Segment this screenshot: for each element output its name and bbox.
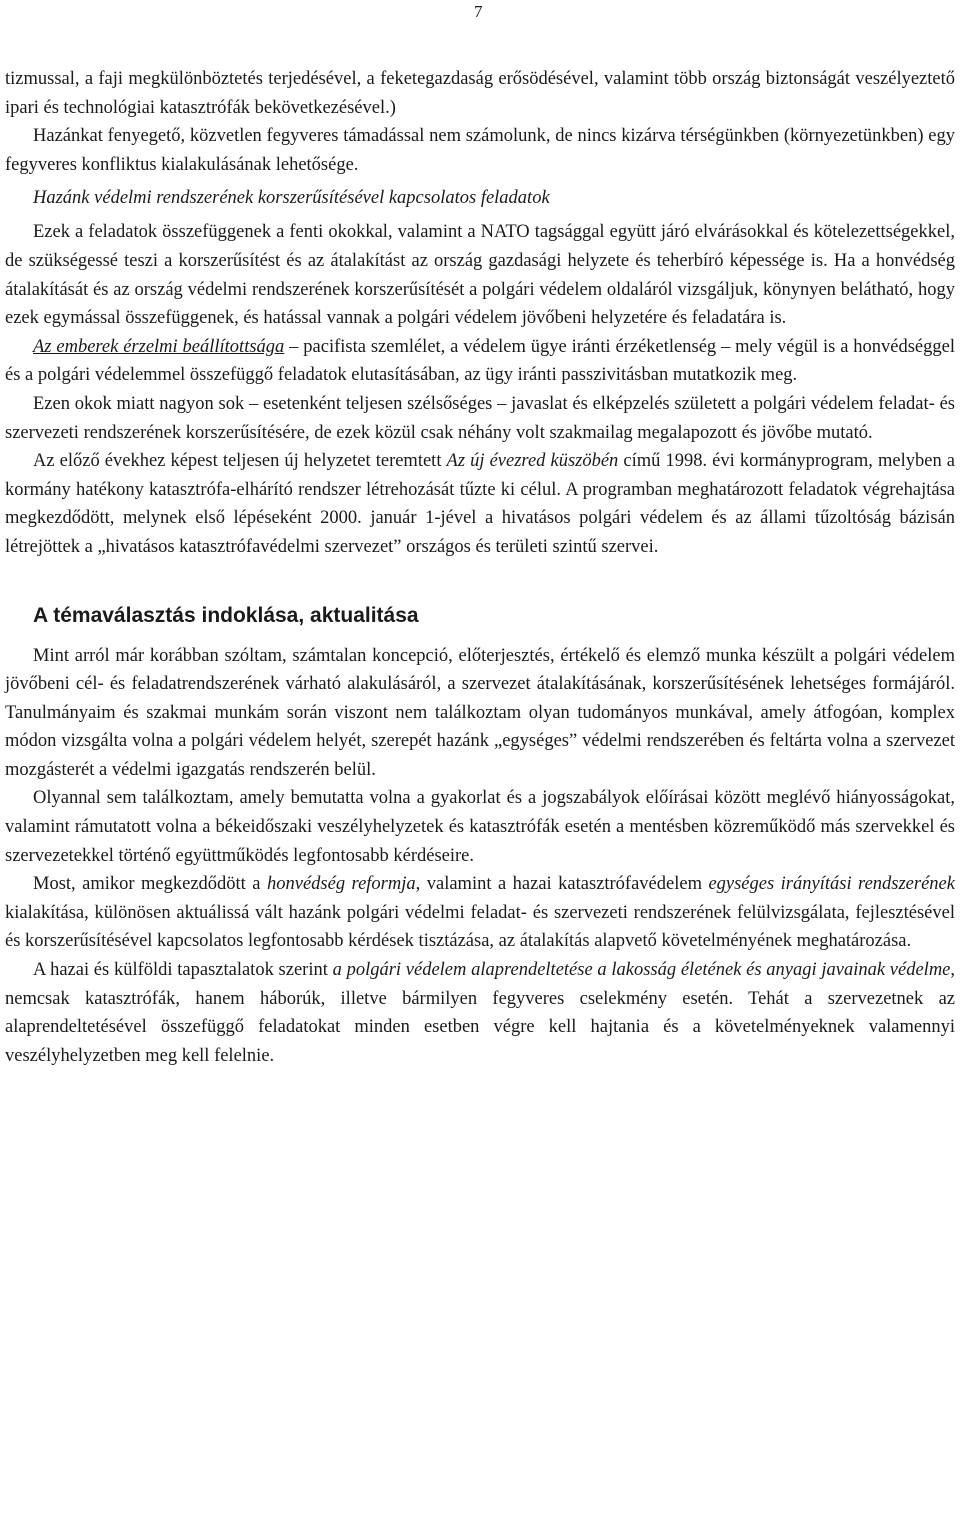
paragraph-purpose-text-b: , nemcsak katasztrófák, hanem háborúk, illetve bármilyen fegyveres cselekmény esetén. Tehát a szervezetnek az alaprendeltetésével összefüggő feladatokat minden esetben végre kell hajtania és a követelményeknek valamennyi veszélyhelyzetben meg kell felelnie. <box>5 960 956 1066</box>
emphasis-attitudes: Az emberek érzelmi beállítottsága <box>33 336 285 357</box>
section-heading: A témaválasztás indoklása, aktualitása <box>33 603 419 627</box>
paragraph-proposals: Ezen okok miatt nagyon sok – esetenként teljesen szélsőséges – javaslat és elképzelés született a polgári védelem feladat- és szervezeti rendszerének korszerűsítésére, de ezek közül csak néhány volt szakmailag megalapozott és jövőbe mutató. <box>5 393 955 443</box>
emphasis-program-title: Az új évezred küszöbén <box>446 451 619 472</box>
paragraph-threat-assessment: Hazánkat fenyegető, közvetlen fegyveres támadással nem számolunk, de nincs kizárva térségünkben (környezetünkben) egy fegyveres konfliktus kialakulásának lehetősége. <box>5 126 955 175</box>
paragraph-purpose <box>5 956 955 1070</box>
page-number: 7 <box>474 2 483 21</box>
paragraph-reform-text-b: , valamint a hazai katasztrófavédelem <box>415 874 709 895</box>
paragraph-purpose-text-a: A hazai és külföldi tapasztalatok szerint <box>33 960 333 981</box>
paragraph-attitudes-text: – pacifista szemlélet, a védelem ügye iránti érzéketlenség – mely végül is a honvédséggel és a polgári védelemmel összefüggő feladatok elutasításában, az ügy iránti passzivitásban mutatkozik meg. <box>5 336 955 386</box>
paragraph-program-text-b: című 1998. évi kormányprogram, melyben a kormány hatékony katasztrófa-elhárító rendszer létrehozását tűzte ki célul. A programban meghatározott feladatok végrehajtása megkezdődött, melynek első lépéseként 2000. január 1-jével a hivatásos polgári védelem és az állami tűzoltóság bázisán létrejöttek a „hivatásos katasztrófavédelmi szervezet” országos és területi szintű szervei. <box>5 451 955 557</box>
emphasis-reform: honvédség reformja <box>267 874 416 895</box>
paragraph-reform-text-a: Most, amikor megkezdődött a <box>33 874 267 895</box>
paragraph-intro-continued: tizmussal, a faji megkülönböztetés terjedésével, a feketegazdaság erősödésével, valamint több ország biztonságát veszélyeztető ipari és technológiai katasztrófák bekövetkezésével.) <box>5 69 955 118</box>
paragraph-government-program <box>5 447 955 561</box>
paragraph-reform-text-c: kialakítása, különösen aktuálissá vált hazánk polgári védelmi feladat- és szervezeti rendszerének felülvizsgálata, fejlesztésével és korszerűsítésével kapcsolatos legfontosabb kérdések tisztázása, az átalakítás alapvető követelményének meghatározása. <box>5 902 955 952</box>
document-body <box>5 65 955 1070</box>
paragraph-attitudes <box>5 333 955 390</box>
paragraph-deficiencies: Olyannal sem találkoztam, amely bemutatta volna a gyakorlat és a jogszabályok előírásai között meglévő hiányosságokat, valamint rámutatott volna a békeidőszaki veszélyhelyzetek és katasztrófák esetén a mentésben közreműködő más szervekkel és szervezetekkel történő együttműködés legfontosabb kérdéseire. <box>5 788 955 866</box>
paragraph-prior-work: Mint arról már korábban szóltam, számtalan koncepció, előterjesztés, értékelő és elemző munka készült a polgári védelem jövőbeni cél- és feladatrendszerének várható alakulásáról, a szervezet átalakításának, korszerűsítésének lehetséges formájáról. Tanulmányaim és szakmai munkám során viszont nem találkoztam olyan tudományos munkával, amely átfogóan, komplex módon vizsgálta volna a polgári védelem helyét, szerepét hazánk „egységes” védelmi rendszerében és feltárta volna a szervezet mozgásterét a védelmi igazgatás rendszerén belül. <box>5 645 955 780</box>
emphasis-management-system: egységes irányítási rendszerének <box>708 874 955 895</box>
paragraph-reform <box>5 870 955 956</box>
paragraph-program-text-a: Az előző évekhez képest teljesen új helyzetet teremtett <box>33 451 447 472</box>
emphasis-purpose: a polgári védelem alaprendeltetése a lakosság életének és anyagi javainak védelme <box>332 960 951 981</box>
section-subheading: Hazánk védelmi rendszerének korszerűsítésével kapcsolatos feladatok <box>33 188 550 209</box>
paragraph-tasks: Ezek a feladatok összefüggenek a fenti okokkal, valamint a NATO tagsággal együtt járó elvárásokkal és kötelezettségekkel, de szükségessé teszi a korszerűsítést és az átalakítást az ország gazdasági helyzete és teherbíró képessége is. Ha a honvédség átalakítását és az ország védelmi rendszerének korszerűsítését a polgári védelem oldaláról vizsgáljuk, könynyen belátható, hogy ezek egymással összefüggenek, és hatással vannak a polgári védelem jövőbeni helyzetére és feladatára is. <box>5 222 955 329</box>
